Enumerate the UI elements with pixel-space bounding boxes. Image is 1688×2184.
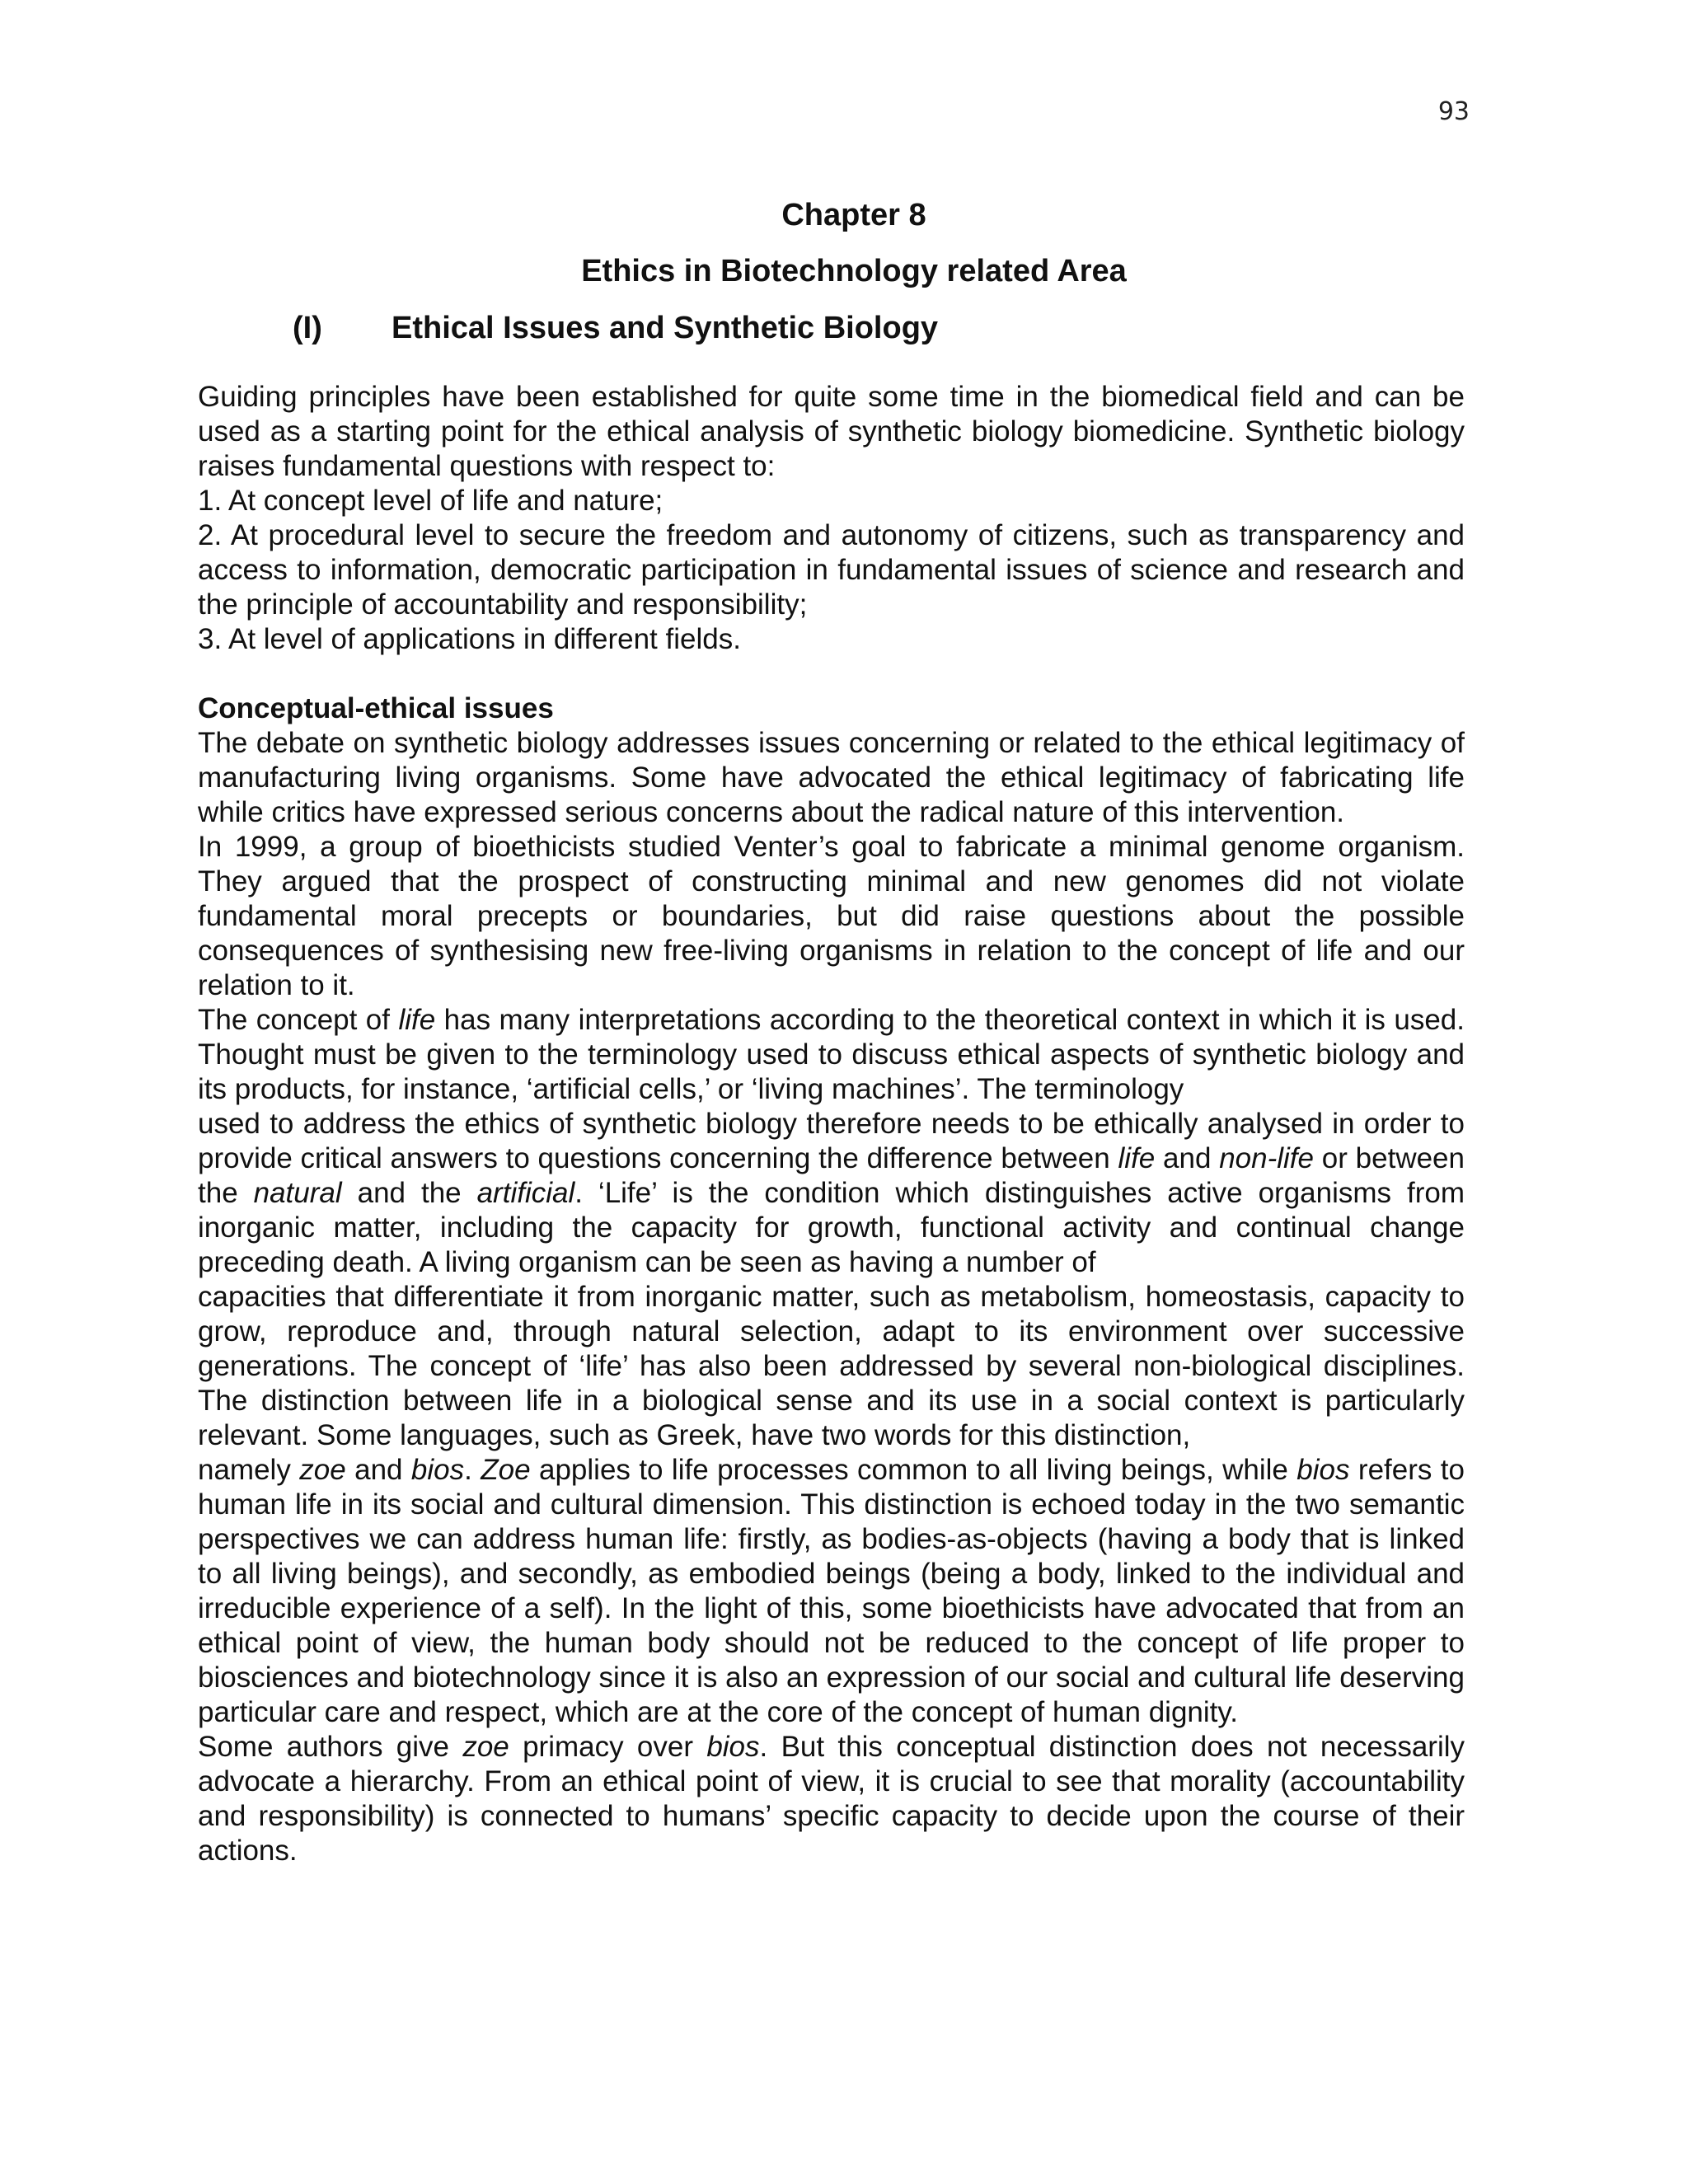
section-number: (I) [293, 311, 322, 345]
list-item: 2. At procedural level to secure the freedom and autonomy of citizens, such as transparency and access to information, democratic participation in fundamental issues of science and research and the principle of accountability and responsibility; [198, 519, 1465, 621]
paragraph: Some authors give zoe primacy over bios. But this conceptual distinction does not necessarily advocate a hierarchy. From an ethical point of view, it is crucial to see that morality (accountability and responsibility) is connected to humans’ specific capacity to decide upon the course of their actions. [198, 1731, 1465, 1867]
body-text [198, 380, 1465, 1868]
section-title: Ethical Issues and Synthetic Biology [392, 311, 939, 345]
paragraph: used to address the ethics of synthetic biology therefore needs to be ethically analysed in order to provide critical answers to questions concerning the difference between life and non-life or between the natural and the artificial. ‘Life’ is the condition which distinguishes active organisms from inorganic matter, including the capacity for growth, functional activity and continual change preceding death. A living organism can be seen as having a number of [198, 1108, 1465, 1278]
paragraph: The debate on synthetic biology addresses issues concerning or related to the ethical legitimacy of manufacturing living organisms. Some have advocated the ethical legitimacy of fabricating life while critics have expressed serious concerns about the radical nature of this intervention. [198, 727, 1465, 828]
subsection-heading: Conceptual-ethical issues [198, 692, 554, 724]
paragraph: The concept of life has many interpretations according to the theoretical context in which it is used. Thought must be given to the terminology used to discuss ethical aspects of synthetic biology and its products, for instance, ‘artificial cells,’ or ‘living machines’. The terminology [198, 1004, 1465, 1105]
page-number: 93 [1437, 97, 1470, 126]
chapter-heading: Chapter 8 [781, 198, 926, 232]
paragraph: namely zoe and bios. Zoe applies to life processes common to all living beings, while bios refers to human life in its social and cultural dimension. This distinction is echoed today in the two semantic perspectives we can address human life: firstly, as bodies-as-objects (having a body that is linked to all living beings), and secondly, as embodied beings (being a body, linked to the individual and irreducible experience of a self). In the light of this, some bioethicists have advocated that from an ethical point of view, the human body should not be reduced to the concept of life proper to biosciences and biotechnology since it is also an expression of our social and cultural life deserving particular care and respect, which are at the core of the concept of human dignity. [198, 1454, 1465, 1728]
list-item: 1. At concept level of life and nature; [198, 485, 663, 517]
paragraph: In 1999, a group of bioethicists studied Venter’s goal to fabricate a minimal genome organism. They argued that the prospect of constructing minimal and new genomes did not violate fundamental moral precepts or boundaries, but did raise questions about the possible consequences of synthesising new free-living organisms in relation to the concept of life and our relation to it. [198, 831, 1465, 1001]
paragraph: capacities that differentiate it from inorganic matter, such as metabolism, homeostasis, capacity to grow, reproduce and, through natural selection, adapt to its environment over successive generations. The concept of ‘life’ has also been addressed by several non-biological disciplines. The distinction between life in a biological sense and its use in a social context is particularly relevant. Some languages, such as Greek, have two words for this distinction, [198, 1281, 1465, 1451]
chapter-title: Ethics in Biotechnology related Area [581, 254, 1127, 288]
list-item: 3. At level of applications in different fields. [198, 623, 741, 655]
section-heading [293, 311, 938, 346]
intro-paragraph: Guiding principles have been established for quite some time in the biomedical field and can be used as a starting point for the ethical analysis of synthetic biology biomedicine. Synthetic biology raises fundamental questions with respect to: [198, 381, 1465, 482]
